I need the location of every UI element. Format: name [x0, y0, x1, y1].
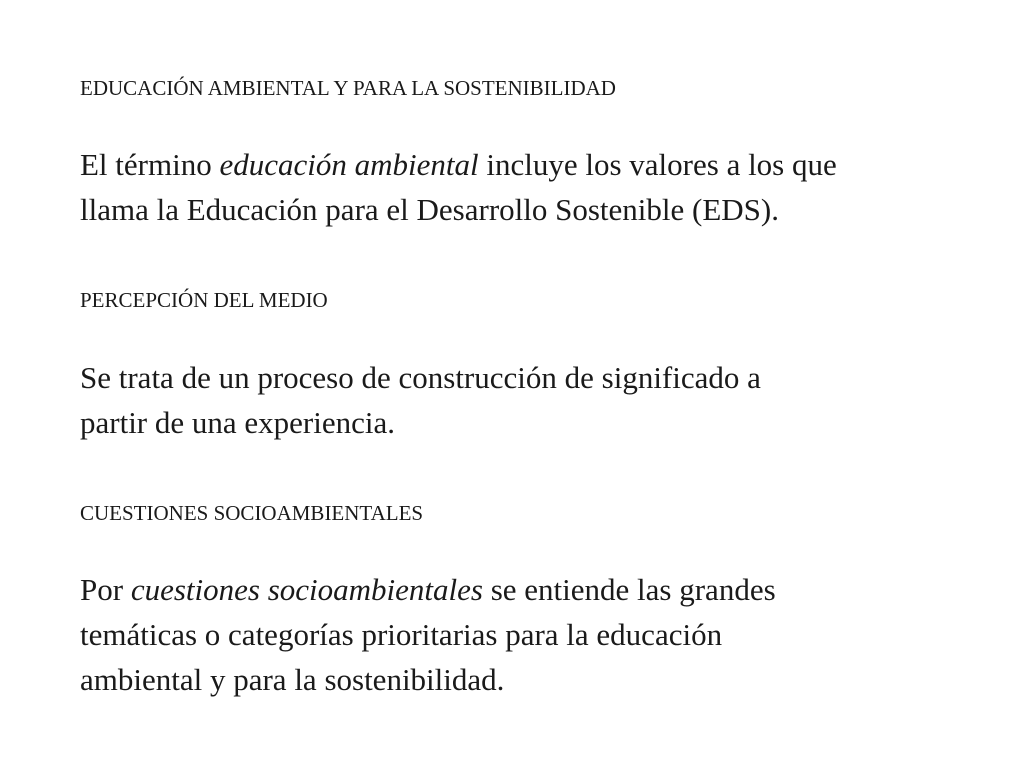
section-heading-cuestiones-socioambientales: CUESTIONES SOCIOAMBIENTALES — [80, 501, 424, 525]
section-text-cuestiones-socioambientales — [80, 567, 960, 702]
section-heading-educacion-ambiental: EDUCACIÓN AMBIENTAL Y PARA LA SOSTENIBILIDAD — [80, 76, 616, 100]
section-heading-percepcion-del-medio: PERCEPCIÓN DEL MEDIO — [80, 288, 328, 312]
italic-term: educación ambiental — [219, 147, 479, 182]
text-run: Por — [80, 572, 131, 607]
text-line: partir de una experiencia. — [80, 405, 395, 440]
text-line — [80, 567, 960, 612]
glossary-page — [80, 0, 980, 768]
section-text-educacion-ambiental — [80, 142, 960, 232]
text-line: ambiental y para la sostenibilidad. — [80, 662, 505, 697]
italic-term: cuestiones socioambientales — [130, 572, 483, 607]
text-line: Se trata de un proceso de construcción de significado a — [80, 360, 761, 395]
text-run: incluye los valores a los que — [478, 147, 837, 182]
text-line — [80, 142, 960, 187]
text-run: El término — [80, 147, 220, 182]
section-text-percepcion-del-medio — [80, 355, 960, 445]
text-run: se entiende las grandes — [482, 572, 776, 607]
text-line: llama la Educación para el Desarrollo Sostenible (EDS). — [80, 192, 779, 227]
text-line: temáticas o categorías prioritarias para la educación — [80, 617, 723, 652]
